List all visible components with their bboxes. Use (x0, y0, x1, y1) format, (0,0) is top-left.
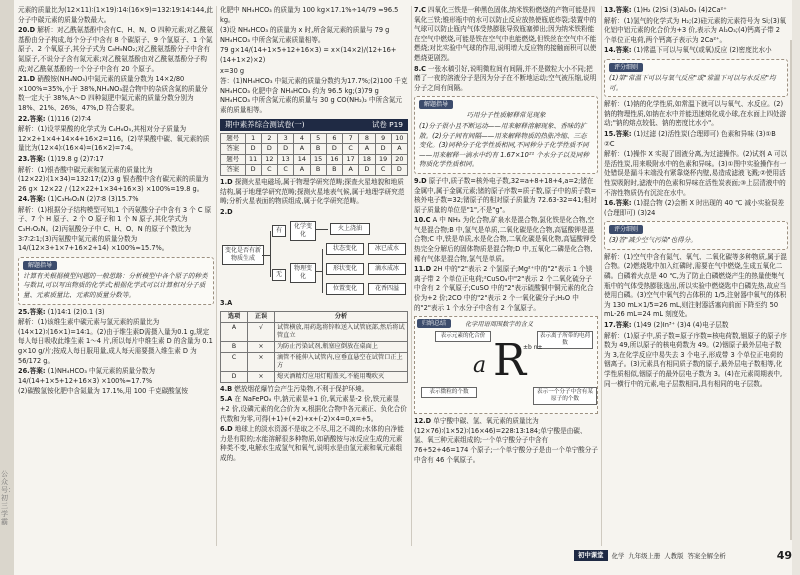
table-cell: B (326, 165, 342, 176)
answer-item (18, 125, 214, 154)
table-cell: × (248, 341, 275, 352)
table-row (221, 144, 408, 155)
page-edge (790, 40, 792, 540)
table-cell: 5 (310, 133, 326, 144)
answer-item (604, 332, 788, 390)
symbol-notation-figure (414, 316, 598, 414)
table-cell: 17 (343, 154, 359, 165)
table-cell: 3 (278, 133, 294, 144)
diagram-chemical-change: 化学变化 (290, 221, 316, 241)
table-cell: 9 (375, 133, 391, 144)
item-number: 10.C (414, 216, 431, 225)
table-cell: D (375, 144, 391, 155)
table-cell: B (310, 165, 326, 176)
diagram-connector (322, 249, 323, 293)
table-cell: 11 (245, 154, 261, 165)
item-number: 20.D (18, 26, 36, 35)
item-text: 解析：(1)设苹果酸的化学式为 C₄H₆O₅,其相对分子质量为 12×2+1×4+14×4+16×2=116。(2)苹果酸中碳、氧元素的质量比为(12×4)∶(16×4)=(16×2)=7∶4。 (18, 125, 210, 153)
item-text: 解析：(1)钠的化学性质,如常温下就可以与氧气、水反应。(2)钠的物理性质,如钠在水中并能迅速熔化成小球,在水面上四处游动;"钠的熔点较低、钠的密度比水小"。 (604, 100, 787, 128)
answer-item (414, 417, 598, 465)
answer-item (18, 115, 214, 125)
table-cell: A (343, 165, 359, 176)
table-cell: 15 (310, 154, 326, 165)
answer-item (18, 195, 214, 205)
answer-item (220, 395, 408, 424)
item-number: 15.答案: (604, 129, 632, 138)
diagram-connector (262, 255, 270, 256)
answer-item (18, 387, 214, 397)
item-number: 21.D (18, 75, 36, 84)
item-number: 17.答案: (604, 321, 632, 330)
table-row (221, 352, 408, 371)
tip-tag: 归纳总结 (417, 319, 451, 328)
table-cell: A (294, 144, 310, 155)
column-4 (604, 6, 788, 546)
table-row (221, 371, 408, 382)
table-header-cell: 分析 (275, 311, 408, 322)
table-cell: 试管横放,用药匙将锌粒送入试管底部,然后将试管直立 (275, 322, 408, 341)
item-text: 解析：(1)氢气的化学式为 H₂;(2)硅元素的元素符号为 Si;(3)氧化铝中铝元素的化合价为+3 价,表示为 Al₂O₃;(4)钙离子带 2 个单位正电荷,两个钙离子表示为 2Ca²⁺。 (604, 16, 787, 44)
tip-box-scoring (604, 59, 788, 97)
item-text: 2H 中的"2"表示 2 个氢原子;Mg²⁺中的"2"表示 1 个镁离子带 2 个单位正电荷;²CuSO₄中"2"表示 2 个二氧化硫分子中含有 2 个氧原子;CuSO 中的"2"表示硫酸铜中铜元素的化合价为+2 价;2CO 中的"2"表示 2 个一氧化碳分子;H₂O 中的"2"表示 1 个水分子中含有 2 个氢原子。 (414, 265, 594, 312)
diagram-connector (316, 229, 328, 230)
answer-item (18, 206, 214, 254)
item-text: 解析：(1)银杏酸中碳元素和氢元素的质量比为(12×22)∶(1×34)=132∶17;(2)3 g 银杏酸中含有碳元素的质量为 26 g× 12×22 / (12×22+1×34+16×3) ×100%=19.8 g。 (18, 165, 209, 193)
item-number: 23.答案: (18, 154, 46, 163)
diagram-physical-change: 物理变化 (290, 263, 316, 283)
table-cell: B (221, 341, 248, 352)
section-header (220, 119, 408, 131)
answer-item (604, 253, 788, 320)
tip-box-guidance (414, 96, 598, 174)
table-cell: 10 (391, 133, 407, 144)
table-cell: 7 (343, 133, 359, 144)
footer-subject: 化学 (611, 551, 625, 560)
item-text: 在 NaFePO₄ 中,钠元素显+1 价,氧元素显-2 价,铁元素显+2 价,设磷元素的化合价为 x,根据化合物中各元素正、负化合价代数和为零,可得(+1)+(+2)+x+(-2)×4=0,x=+5。 (220, 395, 407, 423)
item-text: A 中 NH₃ 为化合物,矿泉水是混合物,氯化铁是化合物,空气是混合物;B 中,氢气是单质,二氧化碳是化合物,高锰酸钾是混合物;C 中,铁是单质,水是化合物,二氧化碳是氧化物,高锰酸钾受热完全分解后的固体物质是混合物;D 中,五氧化二磷是化合物,稀有气体是混合物,氯气是单质。 (414, 216, 597, 263)
table-cell: 1 (245, 133, 261, 144)
item-number: 4.B (220, 384, 233, 393)
column-3 (414, 6, 598, 546)
item-text: (1)19.8 g (2)7∶17 (47, 154, 104, 163)
table-cell: 答案 (221, 165, 246, 176)
tip-tag: 解题指导 (23, 261, 57, 270)
footer-edition: 人教版 (664, 551, 684, 560)
table-row (221, 322, 408, 341)
options-table (220, 311, 408, 383)
table-cell: C (261, 165, 277, 176)
item-text: 地球上的淡水资源不是取之不尽,用之不竭的;水体的自净能力是有限的;水能溶解很多种物质,如硝酸铵与冰反应生成的元素种类不变,电解水生成氢气和氧气,说明水是由氢元素和氧元素组成的。 (220, 425, 404, 463)
table-cell: C (278, 165, 294, 176)
item-number: 11.D (414, 265, 432, 274)
change-classification-diagram (220, 219, 408, 297)
table-cell: D (245, 144, 261, 155)
item-text: (1)常温下可以与氧气(或氧)反应 (2)密度比水小 (633, 46, 772, 55)
table-cell: 2 (261, 133, 277, 144)
item-number: 16.答案: (604, 199, 632, 208)
answer-item (220, 425, 408, 463)
table-cell: 20 (391, 154, 407, 165)
diagram-position-change: 位置变化 (326, 283, 364, 295)
diagram-example-3: 滴水成冰 (368, 263, 406, 275)
item-text: 硝酸铵(NH₄NO₃)中氮元素的质量分数为 14×2/80 ×100%=35%,小于 38%,NH₄NO₃混合物中的杂质含氮的质量分数一定大于 38%,A～D 四种氮肥中氮元素的质量分数分别为 18%、21%、26%、47%,D 符合要求。 (18, 75, 208, 112)
footer-book: 答案全解全析 (687, 551, 726, 560)
item-number: 24.答案: (18, 195, 46, 204)
item-text: 单宁酸中碳、氢、氧元素的质量比为(12×76)∶(1×52)∶(16×46)=228∶13∶184;单宁酸是由碳、氢、氧三种元素组成的;一个单宁酸分子中含有 76+52+46=174 个原子;一个单宁酸分子是由一个单宁酸分子中含有 46 个氧原子。 (414, 417, 598, 464)
item-text: 化肥中 NH₄HCO₃ 的质量为 100 kg×17.1%÷14/79 ≈96.5 kg。 (220, 6, 399, 24)
item-number: 22.答案: (18, 114, 46, 123)
table-cell: 滴管不能伸入试管内,应垂直悬空在试管口正上方 (275, 352, 408, 371)
answer-item (220, 6, 408, 25)
answer-item (414, 65, 598, 94)
tip-tag: 评分细则 (609, 63, 643, 72)
answer-item (604, 321, 788, 331)
answer-item (220, 67, 408, 77)
label-charge: 表示离子所带的电荷数 (537, 331, 593, 349)
diagram-shape-change: 形状变化 (326, 263, 364, 275)
item-text: 解析：(1)空气中含有氮气、氧气、二氧化碳等多种物质,属于混合物。(2)燃烧匙中加入红磷时,需要在气中燃烧,生成五氧化二磷。白磷着火点是 40 ℃,为了防止白磷燃烧产生的热量使集气瓶中的气体受热膨胀逸出,所以实验中燃烧匙中白磷先热,故应当使用白磷。(3)空气中氧气约占体积的 1/5,注射器中氧气的体积为 130 mL×1/5=26 mL,则注射器活塞向前面下降至约 50 mL-26 mL=24 mL 刻度处。 (604, 252, 787, 319)
table-row (221, 154, 408, 165)
item-text: 探测火星电磁场,属于物理学研究范畴;探查火星地貌和地质结构,属于地理学研究范畴;探测火星地表气候,属于地理学研究范畴;分析火星表面的物质组成,属于化学研究范畴。 (220, 177, 405, 206)
item-text: 79 g×14/(14+1×5+12+16×3) = x×(14×2)/(12+16+(14+1×2)×2) (220, 46, 397, 64)
item-number: 9.D (414, 176, 427, 185)
answer-item (604, 199, 788, 218)
symbol-element: R (493, 335, 527, 387)
answer-item (604, 17, 788, 46)
symbol-coefficient: a (473, 353, 487, 379)
answer-item (220, 208, 408, 218)
column-2 (220, 6, 408, 546)
table-cell: D (261, 144, 277, 155)
table-cell: 为防止污染试剂,瓶塞应倒放在桌面上 (275, 341, 408, 352)
item-number: 5.A (220, 395, 233, 404)
symbol-superscripts: ±b n± (523, 344, 543, 352)
table-cell: C (375, 165, 391, 176)
item-text: (1)49 (2)In³⁺ (3)4 (4)电子层数 (633, 321, 729, 330)
binding-watermark: 公众号：初三学霸 (1, 470, 15, 526)
item-number: 2.D (220, 207, 233, 216)
diagram-state-change: 状态变化 (326, 243, 364, 255)
diagram-yes: 有 (272, 225, 286, 237)
item-text: 解析：对乙酰氨基酚中含有C、H、N、O 四种元素;对乙酰氨基酚由分子构成,每个分子中含有 8 个碳原子、9 个氢原子、1 个氮原子、2 个氧原子,其分子式为 C₈H₉NO₂;对乙酰氨基酚分子中含有氮原子,不说分子含有氮元素;对乙酰氨基酚由对乙酰氨基酚分子构成;对乙酰氨基酚的一个分子中含有 20 个原子。 (18, 26, 213, 73)
item-text: 答：(1)NH₄HCO₃ 中氮元素的质量分数约为17.7%;(2)100 千克 NH₄HCO₃ 化肥中含 NH₄HCO₃ 约为 96.5 kg;(3)79 g NH₄HCO₃ 中所含氮元素的质量与 30 g CO(NH₂)₂ 中所含氮元素的质量相等。 (220, 77, 408, 114)
answer-item (414, 177, 598, 215)
diagram-no: 无 (272, 269, 286, 281)
item-number: 8.C (414, 64, 426, 73)
table-row (221, 165, 408, 176)
footer-grade: 九年级上册 (628, 551, 661, 560)
item-text: 元素的质量比为(12×11)∶(1×19)∶14∶(16×9)=132∶19∶14∶144,此分子中碳元素的质量分数最大。 (18, 6, 213, 24)
table-cell: 答案 (221, 144, 246, 155)
tip-text: (1)分子很小且不断运动——用来解释溶解现象、香味的扩散。(2)分子间有间隔——用来解释物质的热胀冷缩、三态变化。(3)同种分子化学性质相同,不同种分子化学性质不同——用来解释一滴水中约有 1.67×10²¹ 个水分子以及同种物质化学性质相同。 (419, 121, 589, 169)
answer-item (604, 130, 788, 149)
tip-tag: 解题指导 (419, 100, 453, 109)
table-cell: × (248, 352, 275, 371)
answer-item (414, 265, 598, 313)
tip-tag: 评分细则 (609, 225, 643, 234)
table-cell: 18 (359, 154, 375, 165)
tip-box-guidance (18, 257, 214, 305)
label-valence: 表示元素的化合价 (435, 331, 491, 342)
item-text: 解析：(1)原子中,质子数=原子序数=核电荷数,铟原子的原子序数为 49,所以原子的核电荷数为 49。(2)铟原子最外层电子数为 3,在化学反应中易失去 3 个电子,形成带 3 个单位正电荷的铟离子。(3)元素具有相同质子数的原子,最外层电子数相等,化学性质相似,铟原子的最外层电子数为 3。(4)在元素周期表中,同一横行中的元素,电子层数相同,具有相同的电子层数。 (604, 331, 787, 388)
item-number: 6.D (220, 425, 233, 434)
table-cell: 6 (326, 133, 342, 144)
table-cell: D (326, 144, 342, 155)
table-cell: 16 (326, 154, 342, 165)
tip-text: 计算有关根据模型问题的一般思路：分析模型中各个原子的种类与数目,可以写出物质的化学式;根据化学式可以计算相对分子质量、元素质量比、元素的质量分数等。 (23, 271, 208, 300)
item-text: (1)过滤 (2)活性炭(合理即可) 色素和异味 (3)①B ②C (604, 129, 776, 148)
item-number: 26.答案: (18, 367, 46, 376)
column-divider (411, 6, 412, 546)
answer-item (18, 318, 214, 366)
table-cell: 19 (375, 154, 391, 165)
answer-item (604, 150, 788, 198)
table-cell: 8 (359, 133, 375, 144)
tip-title: 巧用分子性质解释常见现象 (466, 111, 546, 120)
item-number: 14.答案: (604, 46, 632, 55)
table-cell: 4 (294, 133, 310, 144)
item-text: 原子中,质子数=核外电子数,32=a+8+18+4,a=2;锗在金属中,属于金属元素;锗的原子序数=质子数,原子中的质子数=核外电子数=32;锗原子的相对原子质量为 72.63-32=41;相对原子质量的单位是"1",不是"g"。 (414, 176, 597, 214)
item-text: 解析：(1)该维生素中碳元素与氢元素的质量比为(14×12)∶(16×1)=14∶1。(2)由于维生素D需摄入量为0.1 g,规定每人每日吸收此维生素 1～4 片,所以每片中维生素 D 的含量为 0.1 g×10 g/片;按成人每日服用量,成人每天需要摄入维生素 D 为 56/172 g。 (18, 318, 213, 365)
column-divider (601, 6, 602, 546)
table-cell: A (221, 322, 248, 341)
answer-item (18, 75, 214, 113)
answer-item (18, 6, 214, 25)
item-text: (1)14∶1 (2)0.1 (3) (47, 307, 105, 316)
answer-item (18, 308, 214, 318)
answer-item (220, 178, 408, 207)
diagram-example-1: 火上浇油 (330, 223, 370, 235)
answer-item (414, 6, 598, 64)
item-text: 解析：(1)根据分子结构模型可知,1 个丙氨酸分子中含有 3 个 C 原子、7 个 H 原子、2 个 O 原子和 1 个 N 原子,其化学式为 C₃H₇O₂N。(2)丙氨酸分子中 C、H、O、N 的原子个数比为 3∶7∶2∶1;(3)丙氨酸中氮元素的质量分数为 14/(12×3+1×7+16×2+14) ×100%≈15.7%。 (18, 205, 212, 253)
answer-item (18, 26, 214, 74)
diagram-example-2: 冰已成水 (368, 243, 406, 255)
table-row (221, 133, 408, 144)
item-text: (1)混合物 (2)会断 X 时出现的 40 ℃ 减小实验误差(合理即可) (3)24 (604, 199, 785, 217)
answer-item (18, 367, 214, 386)
table-header-cell: 选项 (221, 311, 248, 322)
tip-text: (1)第"常温下可以与氧气反应"或"常温下可以与水反应"均可。 (609, 73, 776, 92)
item-text: x=30 g (220, 66, 245, 75)
item-number: 3.A (220, 299, 233, 308)
table-cell: × (248, 371, 275, 382)
table-cell: D (245, 165, 261, 176)
item-text: (1)NH₄HCO₃ 中氮元素的质量分数为 14/(14+1×5+12+16×3) ×100%≈17.7% (18, 367, 155, 385)
item-text: (1)H₂ (2)Si (3)Al₂O₃ (4)2Ca²⁺ (633, 6, 727, 14)
table-cell: 题号 (221, 154, 246, 165)
answer-item (18, 155, 214, 165)
figure-title: 化学用语周围数字的含义 (465, 321, 534, 329)
item-number: 13.答案: (604, 6, 632, 14)
diagram-example-4: 花香四溢 (368, 283, 406, 295)
answer-item (220, 77, 408, 115)
label-count: 表示微粒的个数 (421, 387, 477, 398)
section-page-ref: 试卷 P19 (372, 119, 403, 129)
table-header-row (221, 311, 408, 322)
answer-item (604, 6, 788, 16)
label-atoms-per-molecule: 表示一个分子中含有某原子的个数 (533, 387, 597, 405)
item-text: (1)116 (2)7∶4 (47, 114, 92, 123)
table-cell: D (359, 165, 375, 176)
footer-brand: 初中课堂 (574, 550, 608, 561)
table-cell: 14 (294, 154, 310, 165)
answer-item (220, 26, 408, 45)
table-cell: A (391, 144, 407, 155)
table-cell: C (221, 352, 248, 371)
table-cell: 12 (261, 154, 277, 165)
page-number: 49 (776, 548, 792, 562)
item-text: (3)设 NH₄HCO₃ 的质量为 x 时,所含氮元素的质量与 79 g NH₄HCO₃ 中所含氮元素质量相等。 (220, 26, 390, 44)
table-cell: 题号 (221, 133, 246, 144)
item-text: (1)C₃H₆O₂N (2)7∶8 (3)15.7% (47, 195, 139, 204)
table-cell: D (221, 371, 248, 382)
answer-item (220, 299, 408, 309)
answer-item (220, 385, 408, 395)
answer-item (18, 166, 214, 195)
item-number: 25.答案: (18, 307, 46, 316)
item-text: 一张水稿引好,说明微粒间有间隔,并不是微粒大小不同;把磨了一夜的溶液分子是因为分子在不断地运动;空气被压缩,说明分子之间有间隔。 (414, 64, 597, 92)
table-row (221, 341, 408, 352)
table-cell: √ (248, 322, 275, 341)
tip-text: (3)答"减少空气污染"也得分。 (609, 236, 697, 245)
answer-item (414, 216, 598, 264)
table-cell: A (294, 165, 310, 176)
answer-item (604, 100, 788, 129)
answer-item (604, 46, 788, 56)
section-title: 期中素养综合测试卷(一) (225, 119, 305, 129)
page-footer (574, 548, 792, 562)
table-cell: B (310, 144, 326, 155)
item-text: (2)碳酸氢铵化肥中含氮量为 17.1%,用 100 千克碳酸氢铵 (18, 387, 188, 396)
diagram-connector (270, 231, 271, 277)
document-page (1, 0, 792, 575)
column-1 (18, 6, 214, 546)
tip-box-scoring (604, 221, 788, 250)
item-text: 燃放烟花爆竹会产生污染物,不利于保护环境。 (234, 384, 369, 393)
answer-table (220, 133, 408, 176)
table-cell: D (391, 165, 407, 176)
item-number: 7.C (414, 6, 426, 14)
diagram-root: 变化是否有新物质生成 (222, 245, 264, 265)
item-number: 12.D (414, 417, 432, 426)
table-cell: 13 (278, 154, 294, 165)
item-text: 四氧化三铁是一种黑色固体,纳米铁粉燃烧的产物可能是四氧化三铁;锥形瓶中的水可以防止反应放热使瓶底炸裂;装置中的气球可以防止瓶内气体受热膨胀导致瓶塞弹出;因为纳米铁粉能在空气中燃烧,可能是铁在空气中也能燃烧,但铁丝在空气中不能燃烧;对比实验中气球的作用,说明增大反应物的接触面积可以使燃烧更剧烈。 (414, 6, 597, 62)
item-number: 1.D (220, 177, 233, 186)
column-divider (216, 6, 217, 546)
table-cell: 熄灭酒精灯应用灯帽盖灭,不能用嘴吹灭 (275, 371, 408, 382)
table-header-cell: 正误 (248, 311, 275, 322)
table-cell: C (343, 144, 359, 155)
table-cell: D (278, 144, 294, 155)
table-cell: A (359, 144, 375, 155)
answer-item (220, 46, 408, 65)
item-text: 解析：(1)操作 X 实现了固液分离,为过滤操作。(2)试剂 A 可以是活性炭,用来吸附水中的色素和异味。(3)①图中实验操作有一处错误是漏斗末端没有紧靠烧杯内壁,易造成滤液飞溅;②使用活性炭吸附时,滤液中的色素和异味在活性炭表面;③上层清液中的不溶性物质仍有沉淀在水中。 (604, 150, 788, 197)
